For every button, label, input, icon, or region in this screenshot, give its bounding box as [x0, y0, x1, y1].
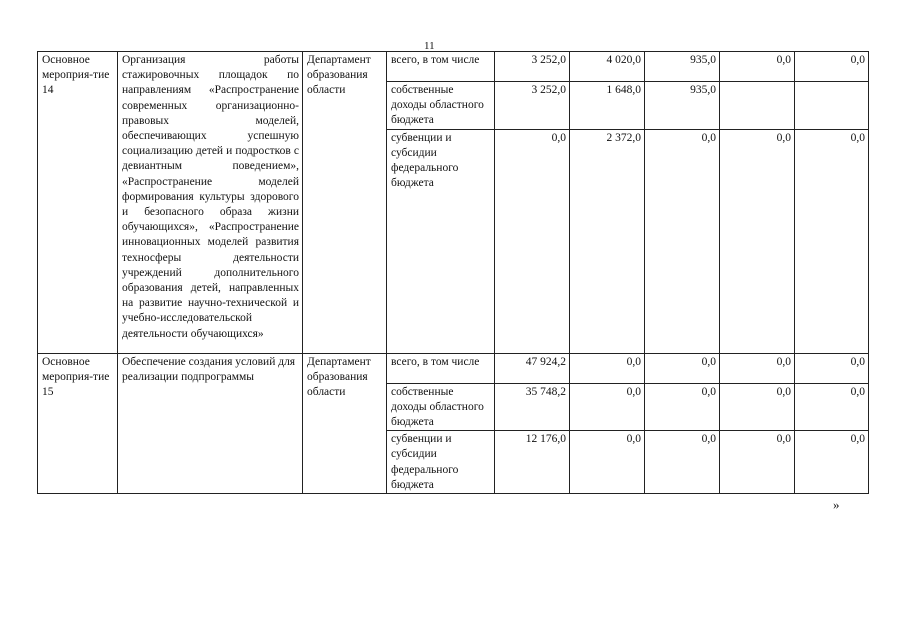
value-cell: 935,0: [645, 52, 720, 82]
value-cell: 0,0: [720, 431, 795, 494]
value-cell: 0,0: [720, 52, 795, 82]
value-cell: 0,0: [645, 383, 720, 431]
value-cell: 0,0: [570, 353, 645, 383]
value-cell: 0,0: [570, 431, 645, 494]
measure-name-cell: Основное мероприя-тие 14: [38, 52, 118, 354]
value-cell: 3 252,0: [495, 82, 570, 130]
value-cell: 35 748,2: [495, 383, 570, 431]
value-cell: 1 648,0: [570, 82, 645, 130]
closing-quote-mark: »: [833, 497, 840, 512]
budget-table: [37, 51, 869, 494]
value-cell: 0,0: [720, 129, 795, 353]
measure-name-cell: Основное мероприя-тие 15: [38, 353, 118, 493]
value-cell: 0,0: [795, 431, 869, 494]
value-cell: 0,0: [795, 383, 869, 431]
value-cell: [795, 82, 869, 130]
value-cell: 4 020,0: [570, 52, 645, 82]
value-cell: 935,0: [645, 82, 720, 130]
funding-source-cell: субвенции и субсидии федерального бюджета: [387, 129, 495, 353]
executor-cell: Департамент образования области: [303, 52, 387, 354]
value-cell: [720, 82, 795, 130]
value-cell: 47 924,2: [495, 353, 570, 383]
measure-description-cell: Обеспечение создания условий для реализации подпрограммы: [118, 353, 303, 493]
funding-source-cell: всего, в том числе: [387, 353, 495, 383]
value-cell: 0,0: [795, 129, 869, 353]
value-cell: 0,0: [645, 353, 720, 383]
funding-source-cell: всего, в том числе: [387, 52, 495, 82]
value-cell: 2 372,0: [570, 129, 645, 353]
value-cell: 0,0: [645, 431, 720, 494]
value-cell: 0,0: [570, 383, 645, 431]
measure-description-cell: Организация работы стажировочных площадок по направлениям «Распространение современных организационно-правовых моделей, обеспечивающих успешную социализацию детей и подростков с девиантным поведением», «Распространение моделей формирования культуры здорового и безопасного образа жизни обучающихся», «Распространение инновационных моделей развития техносферы деятельности учреждений дополнительного образования детей, направленных на развитие научно-технической и учебно-исследовательской деятельности обучающихся»: [118, 52, 303, 354]
page-number: 11: [424, 40, 435, 52]
table-row: [38, 52, 869, 82]
value-cell: 0,0: [495, 129, 570, 353]
funding-source-cell: собственные доходы областного бюджета: [387, 82, 495, 130]
value-cell: 12 176,0: [495, 431, 570, 494]
table-row: [38, 353, 869, 383]
value-cell: 0,0: [795, 52, 869, 82]
value-cell: 0,0: [720, 383, 795, 431]
value-cell: 0,0: [795, 353, 869, 383]
executor-cell: Департамент образования области: [303, 353, 387, 493]
value-cell: 0,0: [645, 129, 720, 353]
funding-source-cell: субвенции и субсидии федерального бюджета: [387, 431, 495, 494]
funding-source-cell: собственные доходы областного бюджета: [387, 383, 495, 431]
value-cell: 0,0: [720, 353, 795, 383]
value-cell: 3 252,0: [495, 52, 570, 82]
